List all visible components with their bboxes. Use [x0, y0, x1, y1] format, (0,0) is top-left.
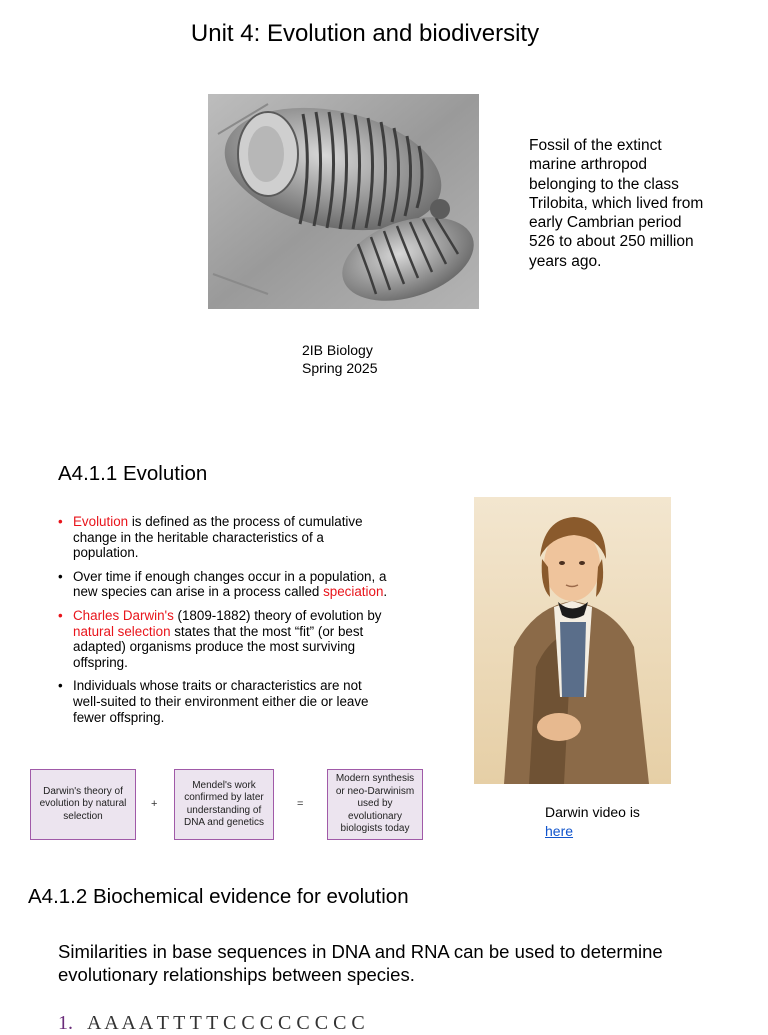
plus-sign: +	[151, 798, 158, 810]
darwin-video-text: Darwin video is	[545, 804, 640, 820]
highlighted-term: natural selection	[73, 623, 171, 639]
darwin-portrait-image	[474, 497, 671, 784]
page-title: Unit 4: Evolution and biodiversity	[190, 20, 540, 47]
course-term: Spring 2025	[302, 360, 378, 376]
section-heading-biochemical: A4.1.2 Biochemical evidence for evolution	[28, 885, 409, 908]
highlighted-term: speciation	[323, 584, 384, 600]
equals-sign: =	[297, 798, 304, 810]
bullet-text: states that the most “fit” (or best adapted) organisms produce the most surviving offspring.	[73, 623, 364, 670]
bullet-marker: •	[58, 514, 63, 529]
modern-synthesis-box: Modern synthesis or neo-Darwinism used by evolutionary biologists today	[327, 769, 423, 840]
darwin-theory-box: Darwin's theory of evolution by natural selection	[30, 769, 136, 840]
bullet-text: Over time if enough changes occur in a population, a new species can arise in a process called	[73, 568, 387, 600]
trilobite-fossil-image	[208, 94, 479, 309]
bullet-item	[58, 608, 388, 670]
bullet-item	[58, 678, 388, 725]
bullet-item	[58, 569, 388, 600]
bullet-text: is defined as the process of cumulative change in the heritable characteristics of a population.	[73, 514, 363, 561]
bullet-marker: •	[58, 607, 63, 623]
darwin-video-note	[545, 803, 640, 841]
highlighted-term: Charles Darwin's	[73, 607, 174, 623]
sequence-number: 1.	[58, 1012, 73, 1034]
section-heading-evolution: A4.1.1 Evolution	[58, 462, 208, 485]
bullet-marker: •	[58, 568, 63, 584]
mendel-work-box: Mendel's work confirmed by later understanding of DNA and genetics	[174, 769, 274, 840]
darwin-video-link[interactable]: here	[545, 823, 574, 839]
bullet-text: .	[383, 584, 388, 600]
bullet-text: (1809-1882) theory of evolution by	[173, 607, 382, 623]
highlighted-term: Evolution	[73, 514, 129, 529]
course-name: 2IB Biology	[302, 342, 373, 358]
evolution-bullet-list	[58, 514, 388, 733]
bullet-text: Individuals whose traits or characteristics are not well-suited to their environment either die or leave fewer offspring.	[73, 678, 369, 725]
sequence-text: A A A A T T T T C C C C C C C C	[87, 1012, 365, 1034]
fossil-caption: Fossil of the extinct marine arthropod belonging to the class Trilobita, which lived from early Cambrian period 526 to about 250 million years ago.	[529, 137, 704, 270]
bullet-marker: •	[58, 678, 63, 694]
bullet-item	[58, 514, 388, 561]
biochemical-body-text: Similarities in base sequences in DNA and RNA can be used to determine evolutionary relationships between species.	[58, 941, 663, 985]
course-info	[302, 341, 378, 377]
